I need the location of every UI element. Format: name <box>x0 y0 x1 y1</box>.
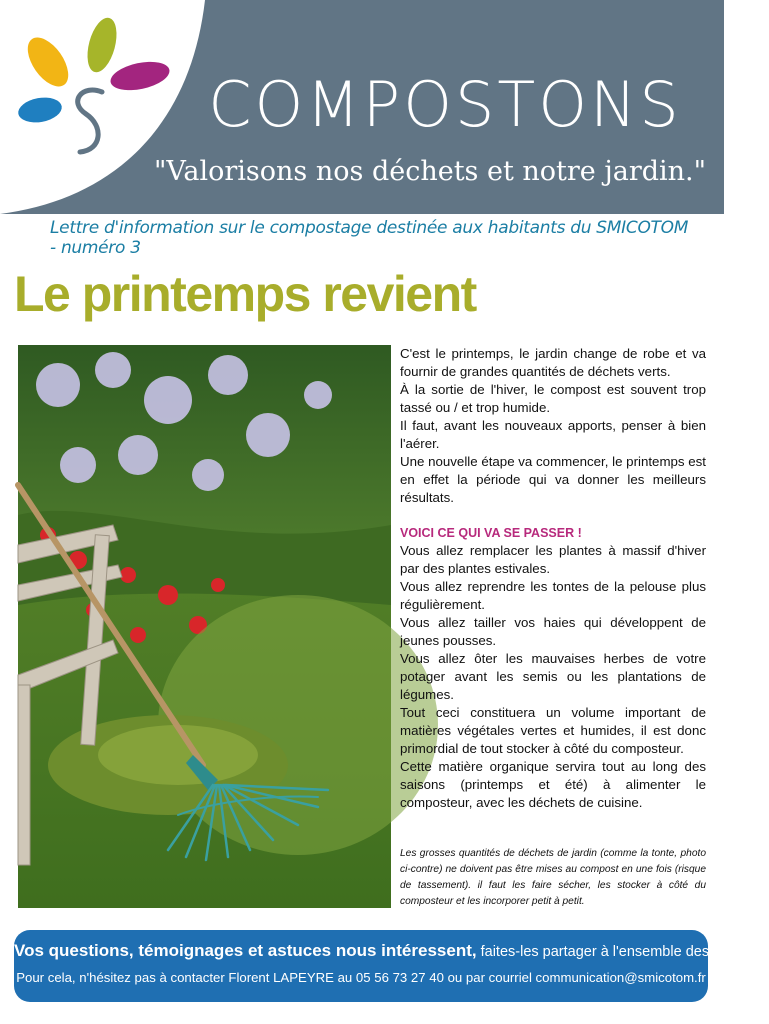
garden-rake-photo <box>18 345 391 908</box>
article-subhead: VOICI CE QUI VA SE PASSER ! <box>400 526 582 540</box>
article-paragraph: Vous allez ôter les mauvaises herbes de votre potager avant les semis ou les plantations de légumes. <box>400 651 706 702</box>
masthead-tagline: "Valorisons nos déchets et notre jardin." <box>153 156 707 187</box>
logo-petal-yellow <box>20 30 77 93</box>
contact-box <box>14 930 769 1002</box>
article-body <box>400 345 706 812</box>
article-paragraph: Tout ceci constituera un volume important de matières végétales vertes et humides, il est donc primordial de tout stocker à côté du composteur. <box>400 705 706 756</box>
article-paragraph: À la sortie de l'hiver, le compost est souvent trop tassé ou / et trop humide. <box>400 382 706 415</box>
article-paragraph: Une nouvelle étape va commencer, le printemps est en effet la période qui va donner les meilleurs résultats. <box>400 454 706 505</box>
contact-line-1 <box>14 940 769 963</box>
logo-petal-blue <box>16 94 63 125</box>
article-paragraph: Vous allez tailler vos haies qui développent de jeunes pousses. <box>400 615 706 648</box>
masthead-title: COMPOSTONS <box>208 68 682 141</box>
photo-caption: Les grosses quantités de déchets de jardin (comme la tonte, photo ci-contre) ne doivent pas être mises au compost en une fois (risque de tassement). il faut les faire sécher, les stocker à côté du composteur et les incorporer petit à petit. <box>400 848 706 907</box>
logo-petal-magenta <box>108 57 172 95</box>
article-paragraph: C'est le printemps, le jardin change de robe et va fournir de grandes quantités de déchets verts. <box>400 346 706 379</box>
newsletter-info-line: Lettre d'information sur le compostage destinée aux habitants du SMICOTOM - numéro 3 <box>50 218 689 258</box>
article-paragraph: Vous allez reprendre les tontes de la pelouse plus régulièrement. <box>400 579 706 612</box>
article-paragraph: Il faut, avant les nouveaux apports, penser à bien l'aérer. <box>400 418 706 451</box>
logo-petal-green <box>82 15 122 76</box>
page-headline: Le printemps revient <box>14 266 476 322</box>
paragraph-gap <box>400 507 706 524</box>
contact-line-1-rest: faites-les partager à l'ensemble des usagers. <box>476 944 769 960</box>
contact-line-2: Pour cela, n'hésitez pas à contacter Florent LAPEYRE au 05 56 73 27 40 ou par courriel communication@smicotom.fr <box>16 970 706 985</box>
article-paragraph: Vous allez remplacer les plantes à massif d'hiver par des plantes estivales. <box>400 543 706 576</box>
article-paragraph: Cette matière organique servira tout au long des saisons (printemps et été) à alimenter le composteur, avec les déchets de cuisine. <box>400 759 706 810</box>
logo-s-stroke <box>78 90 102 152</box>
contact-line-1-strong: Vos questions, témoignages et astuces nous intéressent, <box>14 941 477 960</box>
